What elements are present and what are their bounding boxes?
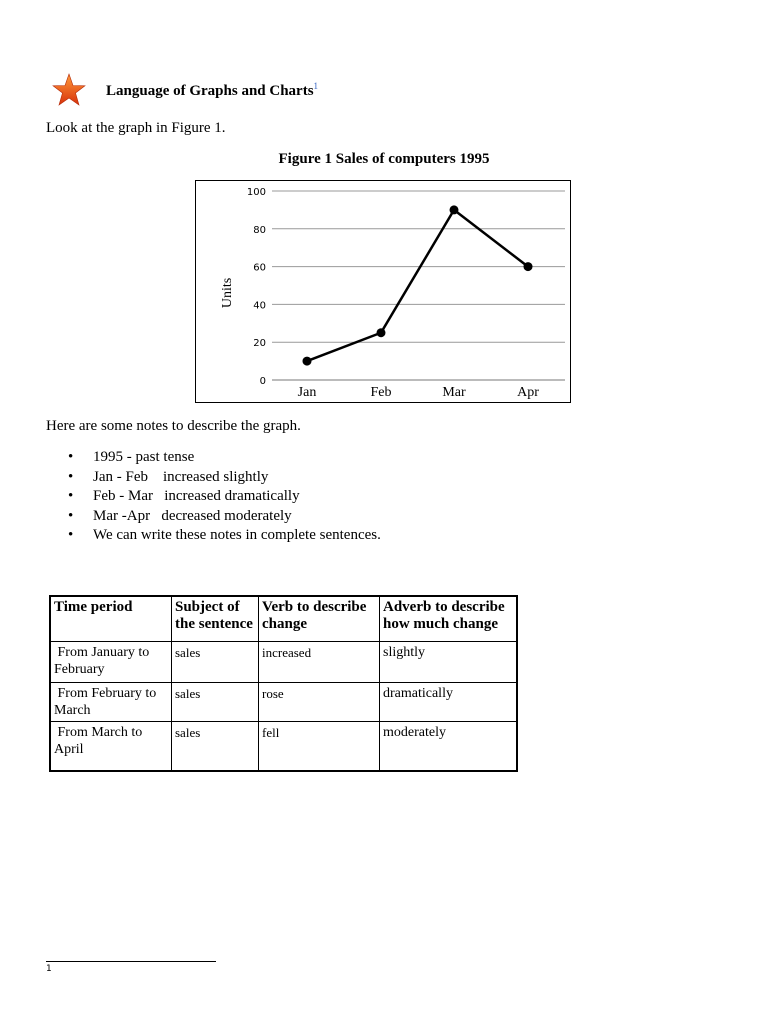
figure-title: Figure 1 Sales of computers 1995 [278,151,490,167]
table-cell: rose [259,683,380,722]
x-tick-label: Apr [517,385,539,400]
table-cell: sales [172,683,259,722]
data-point-feb [377,328,386,337]
table-cell: dramatically [380,683,518,722]
data-point-apr [524,262,533,271]
table-cell: slightly [380,642,518,683]
table-row [50,683,517,722]
heading-row [52,72,318,108]
star-icon [52,73,86,107]
column-header: Verb to describe change [259,596,380,642]
footnote-number: 1 [46,964,52,974]
y-tick-labels [247,187,266,387]
table-row [50,642,517,683]
y-tick-label: 0 [259,376,266,387]
column-header: Time period [50,596,172,642]
x-tick-labels [298,385,540,400]
table-cell: From March to April [50,722,172,771]
table-cell: From February to March [50,683,172,722]
x-tick-label: Mar [442,385,466,400]
data-points [303,205,533,365]
table-row [50,722,517,771]
series-line [307,210,528,361]
table-cell: From January to February [50,642,172,683]
table-header-row [50,596,517,642]
y-tick-label: 60 [253,262,266,274]
y-axis-label: Units [220,277,235,309]
data-point-mar [450,205,459,214]
y-tick-label: 100 [246,187,266,198]
line-chart [196,181,572,404]
grid-layer [272,191,565,380]
data-point-jan [303,357,312,366]
list-item: • Feb - Mar increased dramatically [46,487,381,507]
list-item: • 1995 - past tense [46,448,381,468]
footnote-divider [46,961,216,962]
column-header: Adverb to describe how much change [380,596,518,642]
column-header: Subject of the sentence [172,596,259,642]
list-item: • We can write these notes in complete sentences. [46,526,381,546]
notes-intro: Here are some notes to describe the graph. [46,418,301,434]
table-cell: fell [259,722,380,771]
x-tick-label: Jan [297,385,317,400]
table-cell: increased [259,642,380,683]
page-title: Language of Graphs and Charts$^1$ [106,80,319,99]
list-item: • Jan - Feb increased slightly [46,468,381,488]
y-tick-label: 40 [253,300,266,312]
table-cell: moderately [380,722,518,771]
notes-list [46,448,381,546]
description-table [49,595,518,772]
list-item: • Mar -Apr decreased moderately [46,507,381,527]
intro-text: Look at the graph in Figure 1. [46,120,226,136]
chart-frame [195,180,571,403]
y-tick-label: 80 [253,224,266,236]
footnote-ref[interactable]: 1 [313,80,319,91]
y-tick-label: 20 [253,338,266,350]
table-cell: sales [172,722,259,771]
x-tick-label: Feb [370,385,392,400]
table-cell: sales [172,642,259,683]
